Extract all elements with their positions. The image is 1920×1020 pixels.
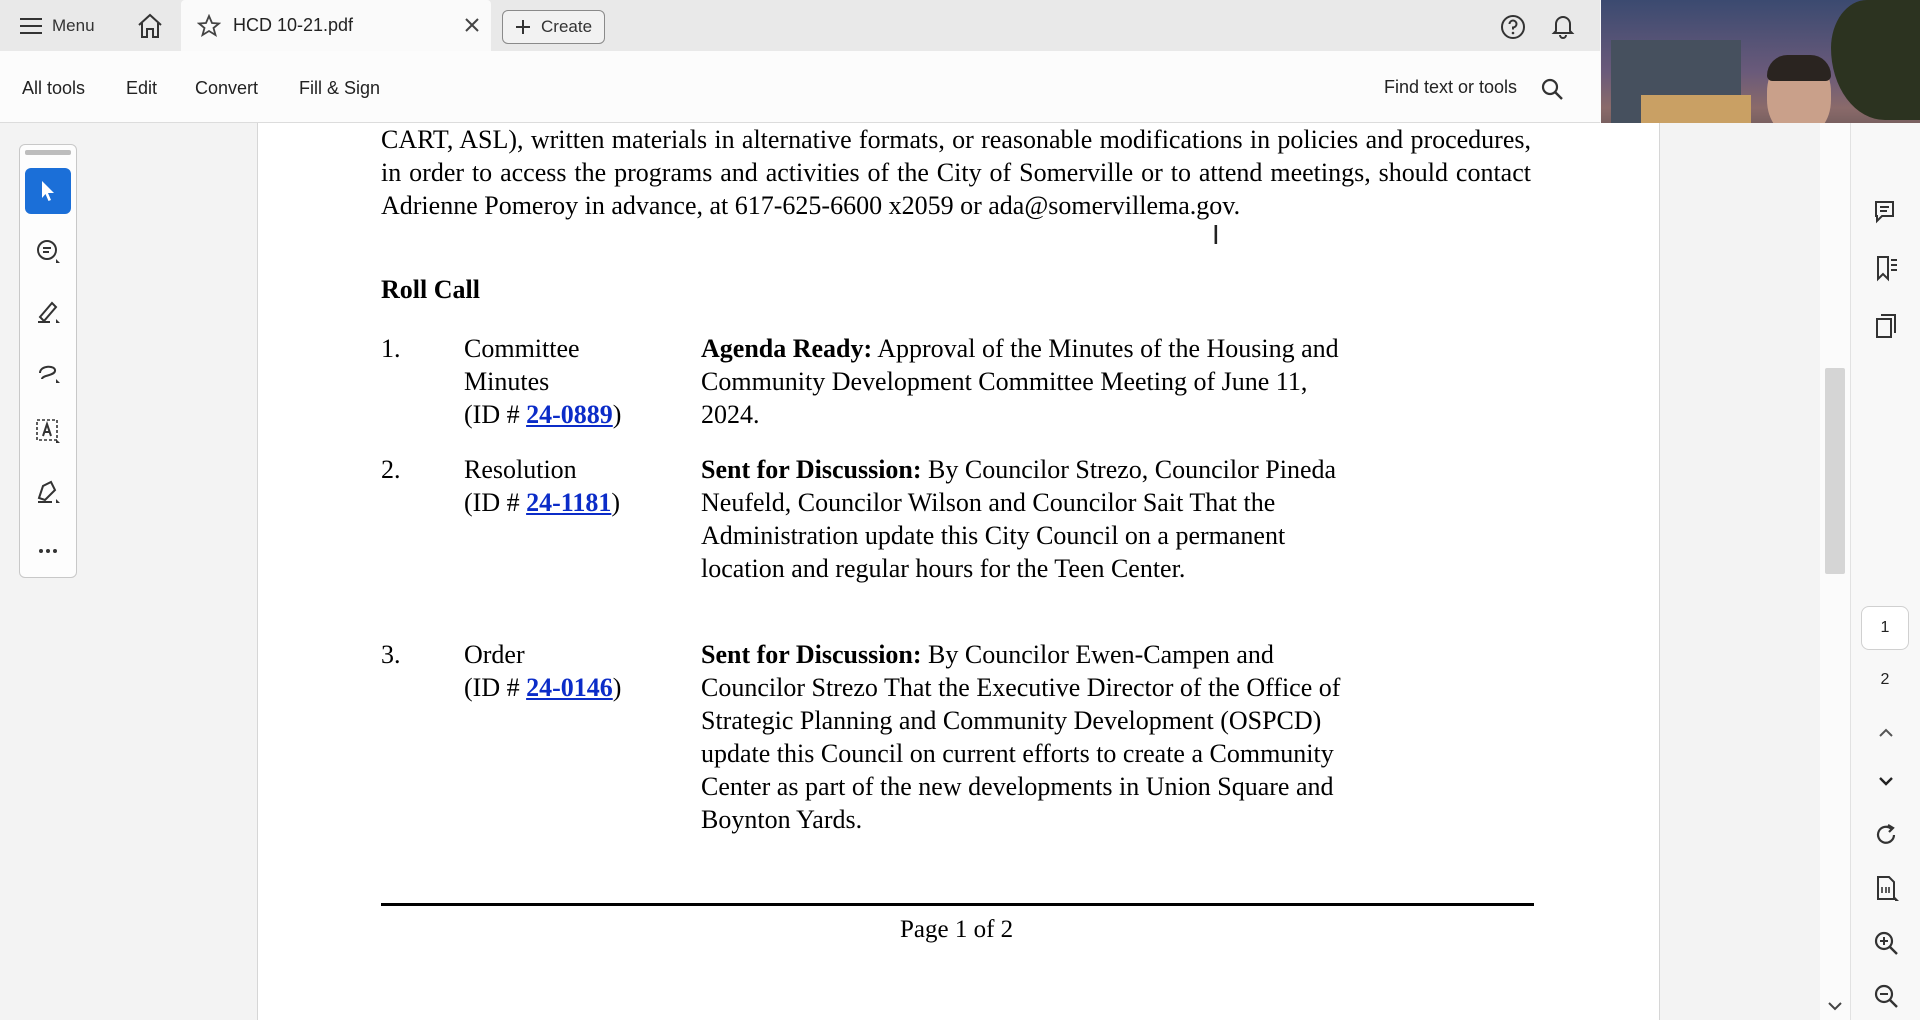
right-panel xyxy=(1850,123,1920,1020)
item-text: Approval of the Minutes of the Housing and Community Development Committee Meeting of June 11, 2024. xyxy=(701,334,1339,429)
item-id-link[interactable]: 24-0146 xyxy=(526,673,613,702)
pdf-page xyxy=(257,123,1660,1020)
id-suffix: ) xyxy=(612,400,622,429)
item-type-line: Order xyxy=(464,640,525,669)
text-select-icon xyxy=(34,417,62,445)
search-icon[interactable] xyxy=(1540,77,1564,101)
comment-icon xyxy=(34,237,62,265)
page-thumb-next[interactable]: 2 xyxy=(1880,671,1890,688)
select-icon xyxy=(34,177,62,205)
menu-label: Menu xyxy=(52,16,95,35)
home-icon[interactable] xyxy=(136,12,164,40)
item-description xyxy=(701,332,1341,431)
id-suffix: ) xyxy=(612,673,622,702)
id-prefix: (ID # xyxy=(464,400,527,429)
item-type xyxy=(464,453,664,519)
rail-grip[interactable] xyxy=(25,150,71,155)
plus-icon xyxy=(515,19,531,35)
menu-icon xyxy=(20,17,42,35)
scrollbar-thumb[interactable] xyxy=(1825,368,1845,574)
document-tab[interactable] xyxy=(181,0,491,51)
star-icon[interactable] xyxy=(197,14,221,38)
roll-call-heading: Roll Call xyxy=(381,275,480,304)
item-text: By Councilor Ewen-Campen and Councilor Strezo That the Executive Director of the Office of Strategic Planning and Community Development (OSPCD) update this Council on current efforts to create a Community Center as part of the new developments in Union Square and Boynton Yards. xyxy=(701,640,1341,834)
draw-icon xyxy=(34,357,62,385)
intro-paragraph: CART, ASL), written materials in alternative formats, or reasonable modifications in policies and procedures, in order to access the programs and activities of the City of Somerville or to attend meetings, should contact Adrienne Pomeroy in advance, at 617-625-6600 x2059 or ada@somervillema.gov. xyxy=(381,125,1531,220)
edit-menu[interactable]: Edit xyxy=(126,78,158,98)
item-text: By Councilor Strezo, Councilor Pineda Neufeld, Councilor Wilson and Councilor Sait That the Administration update this City Council on a permanent location and regular hours for the Teen Center. xyxy=(701,455,1337,583)
item-id-link[interactable]: 24-1181 xyxy=(526,488,612,517)
chevron-up-icon[interactable] xyxy=(1871,718,1901,748)
menu-button[interactable] xyxy=(20,12,95,40)
item-type xyxy=(464,332,664,431)
text-cursor-icon: I xyxy=(1212,221,1220,251)
tools-bar xyxy=(0,51,1600,123)
text-select-tool[interactable] xyxy=(25,408,71,454)
participant-hair xyxy=(1767,55,1831,81)
item-description xyxy=(701,638,1341,836)
zoom-out-icon[interactable] xyxy=(1871,981,1901,1011)
page-divider xyxy=(381,903,1534,906)
create-button[interactable] xyxy=(502,10,605,44)
item-type-line: Minutes xyxy=(464,367,550,396)
item-status: Sent for Discussion: xyxy=(701,640,922,669)
comment-tool[interactable] xyxy=(25,228,71,274)
select-tool[interactable] xyxy=(25,168,71,214)
quick-tools-rail xyxy=(19,144,77,578)
item-id-line xyxy=(464,486,664,519)
sign-icon xyxy=(34,477,62,505)
fit-page-icon[interactable] xyxy=(1871,873,1901,903)
id-prefix: (ID # xyxy=(464,673,527,702)
id-prefix: (ID # xyxy=(464,488,527,517)
more-icon xyxy=(34,537,62,565)
top-bar xyxy=(0,0,1600,51)
highlight-icon xyxy=(34,297,62,325)
tab-title: HCD 10-21.pdf xyxy=(233,15,354,35)
draw-tool[interactable] xyxy=(25,348,71,394)
item-status: Agenda Ready: xyxy=(701,334,873,363)
sign-tool[interactable] xyxy=(25,468,71,514)
fill-sign-menu[interactable]: Fill & Sign xyxy=(299,78,381,98)
item-id-line xyxy=(464,671,664,704)
item-id-line xyxy=(464,398,664,431)
id-suffix: ) xyxy=(611,488,620,517)
item-number: 1. xyxy=(381,334,401,363)
bookmarks-icon[interactable] xyxy=(1871,253,1901,283)
more-tools[interactable] xyxy=(25,528,71,574)
item-status: Sent for Discussion: xyxy=(701,455,922,484)
page-footer: Page 1 of 2 xyxy=(900,916,1014,943)
zoom-in-icon[interactable] xyxy=(1871,928,1901,958)
document-scrollbar[interactable] xyxy=(1820,123,1850,1020)
help-icon[interactable] xyxy=(1500,14,1526,40)
item-description xyxy=(701,453,1341,585)
scroll-down-icon[interactable] xyxy=(1827,999,1843,1013)
create-label: Create xyxy=(541,17,593,36)
page-thumb-current[interactable]: 1 xyxy=(1861,606,1909,650)
item-type-line: Committee xyxy=(464,334,580,363)
item-type-line: Resolution xyxy=(464,455,577,484)
item-type xyxy=(464,638,664,704)
chevron-down-icon[interactable] xyxy=(1871,766,1901,796)
all-tools-menu[interactable]: All tools xyxy=(22,78,86,98)
find-text-label[interactable]: Find text or tools xyxy=(1384,77,1518,97)
comments-panel-icon[interactable] xyxy=(1871,197,1901,227)
convert-menu[interactable]: Convert xyxy=(195,78,259,98)
highlight-tool[interactable] xyxy=(25,288,71,334)
close-icon[interactable] xyxy=(463,16,481,34)
rotate-icon[interactable] xyxy=(1871,820,1901,850)
bell-icon[interactable] xyxy=(1550,13,1576,39)
pages-icon[interactable] xyxy=(1871,311,1901,341)
item-id-link[interactable]: 24-0889 xyxy=(526,400,613,429)
item-number: 2. xyxy=(381,455,401,484)
item-number: 3. xyxy=(381,640,401,669)
